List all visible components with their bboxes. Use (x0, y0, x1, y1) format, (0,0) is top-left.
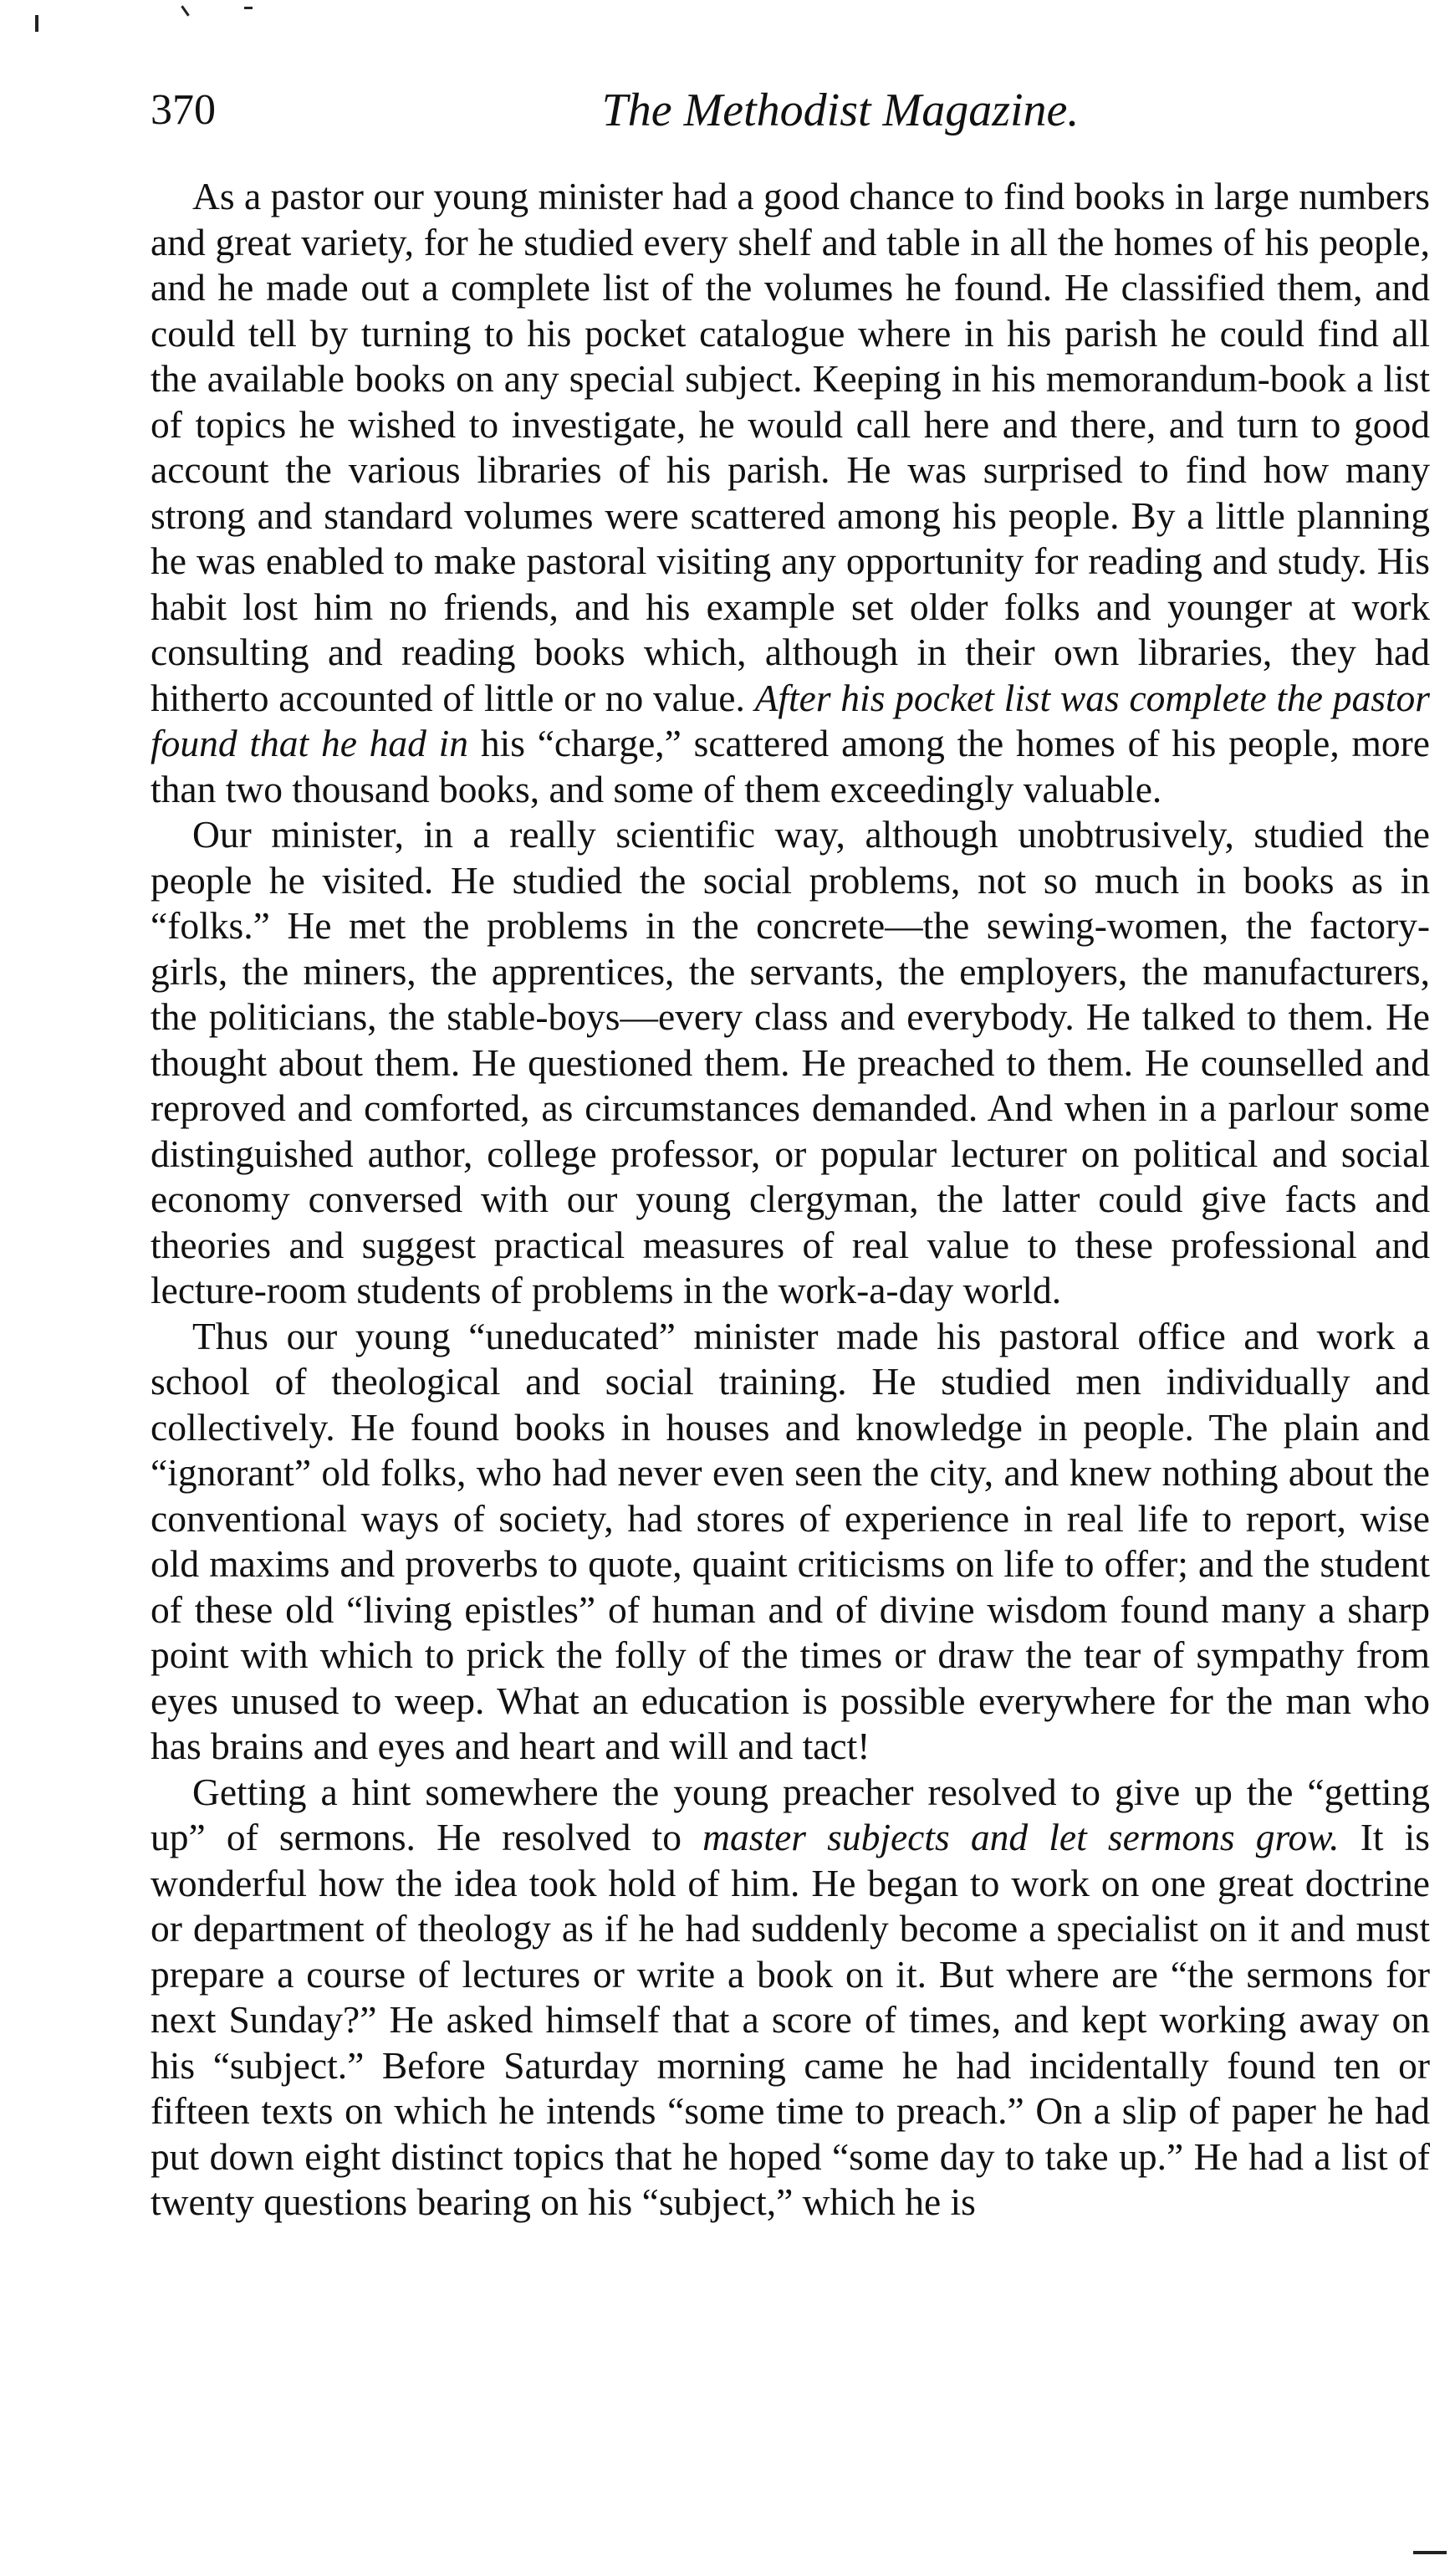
scan-speck (181, 5, 189, 16)
emphasis-text: After his pocket list was complete the pastor found that he had in (151, 676, 1431, 764)
emphasis-text: master subjects and let sermons grow. (702, 1816, 1340, 1858)
article-body (151, 174, 1430, 2226)
paragraph-2: Our minister, in a really scientific way, although unobtrusively, studied the people he visited. He studied the social problems, not so much in books as in “folks.” He met the problems in the concrete—the sewing-women, the factory-girls, the miners, the apprentices, the servants, the employers, the manufacturers, the politicians, the stable-boys—every class and everybody. He talked to them. He thought about them. He questioned them. He preached to them. He counselled and reproved and comforted, as circumstances demanded. And when in a parlour some distinguished author, college professor, or popular lecturer on political and social economy conversed with our young clergyman, the latter could give facts and theories and suggest practical measures of real value to these professional and lecture-room students of problems in the work-a-day world. (151, 813, 1430, 1311)
scan-speck (1413, 2551, 1447, 2554)
scan-speck (244, 7, 253, 9)
paragraph-4: Getting a hint somewhere the young preacher resolved to give up the “getting up” of sermons. He resolved to master subjects and let sermons grow. It is wonderful how the idea took hold of him. He began to work on one great doctrine or department of theology as if he had suddenly become a specialist on it and must prepare a course of lectures or write a book on it. But where are “the sermons for next Sunday?” He asked himself that a score of times, and kept working away on his “subject.” Before Saturday morning came he had incidentally found ten or fifteen texts on which he intends “some time to preach.” On a slip of paper he had put down eight distinct topics that he hoped “some day to take up.” He had a list of twenty questions bearing on his “subject,” which he is (151, 1770, 1431, 2223)
page-header (151, 77, 1430, 144)
running-title: The Methodist Magazine. (601, 84, 1080, 136)
page-number: 370 (151, 86, 216, 134)
paragraph-1: As a pastor our young minister had a good chance to find books in large numbers and great variety, for he studied every shelf and table in all the homes of his people, and he made out a complete list of the volumes he found. He classified them, and could tell by turning to his pocket catalogue where in his parish he could find all the available books on any special subject. Keeping in his memorandum-book a list of topics he wished to investigate, he would call here and there, and turn to good account the various libraries of his parish. He was surprised to find how many strong and standard volumes were scattered among his people. By a little planning he was enabled to make pastoral visiting any opportunity for reading and study. His habit lost him no friends, and his example set older folks and younger at work consulting and reading books which, although in their own libraries, they had hitherto accounted of little or no value. After his pocket list was complete the pastor found that he had in his “charge,” scattered among the homes of his people, more than two thousand books, and some of them exceedingly valuable. (151, 175, 1431, 810)
paragraph-3: Thus our young “uneducated” minister made his pastoral office and work a school of theological and social training. He studied men individually and collectively. He found books in houses and knowledge in people. The plain and “ignorant” old folks, who had never even seen the city, and knew nothing about the conventional ways of society, had stores of experience in real life to report, wise old maxims and proverbs to quote, quaint criticisms on life to offer; and the student of these old “living epistles” of human and of divine wisdom found many a sharp point with which to prick the folly of the times or draw the tear of sympathy from eyes unused to weep. What an education is possible everywhere for the man who has brains and eyes and heart and will and tact! (151, 1314, 1430, 1767)
scan-speck (35, 15, 38, 32)
